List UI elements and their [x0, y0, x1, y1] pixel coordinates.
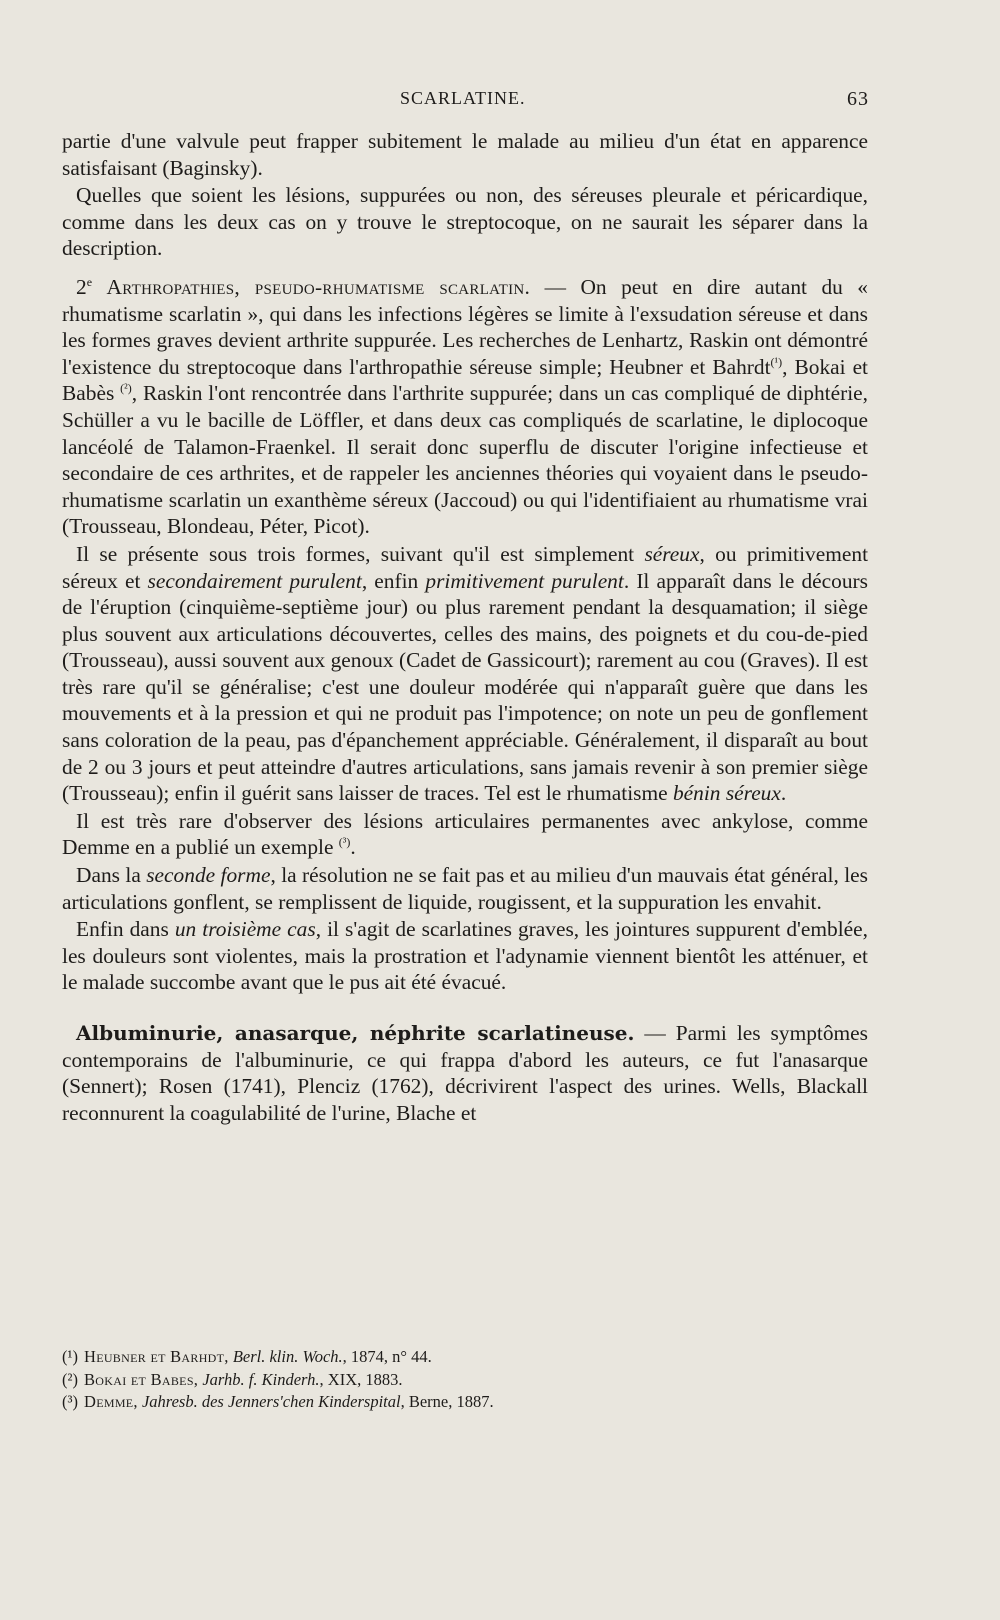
paragraph-text: Il se présente sous trois formes, suivant qu'il est simplement	[76, 541, 645, 566]
footnote-journal: Jahresb. des Jenners'chen Kinderspital	[141, 1392, 401, 1411]
footnote-ref-3: (³)	[338, 835, 351, 850]
footnote-authors: Heubner et Barhdt,	[84, 1347, 229, 1366]
footnote-mark: (¹)	[62, 1347, 78, 1366]
footnote-details: , 1874, n° 44.	[342, 1347, 432, 1366]
paragraph-seconde-forme	[62, 862, 868, 915]
footnote-ref-1: (¹)	[770, 354, 783, 369]
footnote-mark: (³)	[62, 1392, 78, 1411]
footnote-authors: Demme,	[84, 1392, 138, 1411]
emphasis: bénin séreux	[672, 781, 781, 806]
body-text	[62, 128, 868, 1127]
paragraph-text: , Bokai et Babès	[62, 354, 869, 406]
paragraph-1-text: partie d'une valvule peut frapper subitement le malade au milieu d'un état en apparence satisfaisant (Baginsky).	[62, 129, 868, 180]
footnote-mark: (²)	[62, 1369, 78, 1389]
paragraph-text: — Parmi les symptômes contemporains de l'albuminurie, ce qui frappa d'abord les auteurs, ce fut l'anasarque (Sennert); Rosen (1741), Plenciz (1762), décrivirent l'aspect des urines. Wells, Blackall reconnurent la coagulabilité de l'urine, Blache et	[62, 1021, 869, 1125]
paragraph-ankylose	[62, 808, 868, 861]
paragraph-text: , ou primitivement séreux et	[62, 541, 869, 593]
paragraph-text: , la résolution ne se fait pas et au milieu d'un mauvais état général, les articulations gonflent, se remplissent de liquide, rougissent, et la suppuration les envahit.	[62, 863, 868, 914]
paragraph-text: , Raskin l'ont rencontrée dans l'arthrite suppurée; dans un cas compliqué de diphtérie, Schüller a vu le bacille de Löffler, et dans deux cas compliqués de scarlatine, le diplocoque lancéolé de Talamon-Fraenkel. Il serait donc superflu de discuter l'origine infectieuse et secondaire de ces arthrites, et de rappeler les anciennes théories qui voyaient dans le pseudo-rhumatisme scarlatin un exanthème séreux (Jaccoud) ou qui l'identifiaient au rhumatisme vrai (Trousseau, Blondeau, Péter, Picot).	[62, 381, 868, 539]
paragraph-text: , il s'agit de scarlatines graves, les jointures suppurent d'emblée, les douleurs sont violentes, mais la prostration et l'adynamie viennent bientôt les atténuer, et le malade succombe avant que le pus ait été évacué.	[62, 917, 868, 995]
paragraph-text: Enfin dans	[76, 917, 175, 942]
paragraph-text: .	[780, 781, 787, 806]
footnote-2	[62, 1369, 868, 1392]
paragraph-text: , enfin	[361, 568, 426, 593]
section-number-sup: e	[86, 274, 93, 289]
footnote-ref-2: (²)	[120, 381, 132, 396]
emphasis: séreux	[644, 541, 700, 566]
section-heading-albuminurie: Albuminurie, anasarque, néphrite scarlatineuse.	[76, 1021, 635, 1045]
paragraph-text: Dans la	[76, 863, 147, 888]
paragraph-text: . Il apparaît dans le décours de l'éruption (cinquième-septième jour) ou plus rarement pendant la desquamation; il siège plus souvent aux articulations découvertes, celles des mains, des poignets et du cou-de-pied (Trousseau), aussi souvent aux genoux (Cadet de Gassicourt); rarement au cou (Graves). Il est très rare qu'il se généralise; c'est une douleur modérée qui n'apparaît guère que dans les mouvements et à la pression et qui ne produit pas l'impotence; on note un peu de gonflement sans coloration de la peau, pas d'épanchement appréciable. Généralement, il disparaît au bout de 2 ou 3 jours et peut atteindre d'autres articulations, sans jamais revenir à son premier siège (Trousseau); enfin il guérit sans laisser de traces. Tel est le rhumatisme	[62, 568, 868, 806]
running-title: SCARLATINE.	[400, 88, 526, 108]
emphasis: seconde forme	[146, 863, 271, 888]
footnote-authors: Bokai et Babes,	[84, 1369, 199, 1389]
section-number: 2	[76, 274, 87, 299]
emphasis: secondairement purulent	[147, 568, 362, 593]
paragraph-1	[62, 128, 868, 181]
page-number: 63	[847, 88, 869, 110]
paragraph-arthropathies	[62, 274, 868, 540]
footnote-journal: Jarhb. f. Kinderh.	[202, 1369, 320, 1389]
paragraph-albuminurie	[62, 1020, 868, 1126]
footnote-details: , Berne, 1887.	[400, 1392, 494, 1411]
footnote-details: , XIX, 1883.	[319, 1369, 403, 1389]
paragraph-text: Il est très rare d'observer des lésions articulaires permanentes avec ankylose, comme Demme en a publié un exemple	[62, 808, 868, 860]
paragraph-troisieme-cas	[62, 916, 868, 996]
paragraph-text: .	[350, 835, 356, 860]
emphasis: un troisième cas	[174, 917, 316, 942]
paragraph-forms	[62, 541, 868, 807]
paragraph-2-text: Quelles que soient les lésions, suppurées ou non, des séreuses pleurale et péricardique, comme dans les deux cas on y trouve le streptocoque, on ne saurait les séparer dans la description.	[62, 183, 868, 261]
paragraph-2	[62, 182, 868, 262]
footnote-3	[62, 1391, 868, 1414]
footnotes	[62, 1346, 868, 1414]
emphasis: primitivement purulent	[425, 568, 624, 593]
section-heading-arthropathies: Arthropathies, pseudo-rhumatisme scarlatin.	[106, 274, 531, 299]
footnote-journal: Berl. klin. Woch.	[232, 1347, 343, 1366]
footnote-1	[62, 1346, 868, 1369]
paragraph-text: — On peut en dire autant du « rhumatisme scarlatin », qui dans les infections légères se limite à l'exsudation séreuse et dans les formes graves devient arthrite suppurée. Les recherches de Lenhartz, Raskin ont démontré l'existence du streptocoque dans l'arthropathie séreuse simple; Heubner et Bahrdt	[62, 274, 868, 379]
